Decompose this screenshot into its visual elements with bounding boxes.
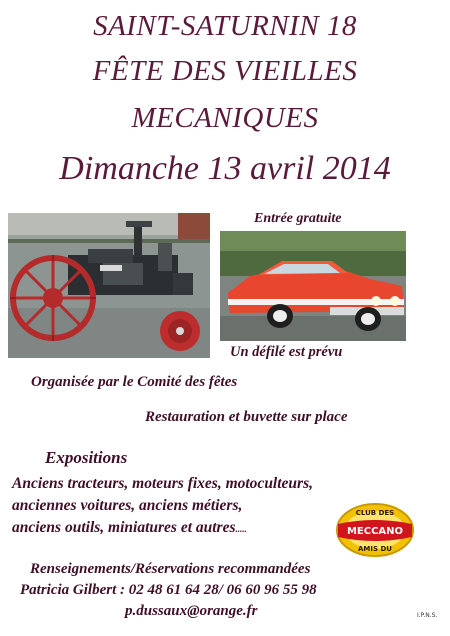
logo-top-text: CLUB DES bbox=[355, 509, 395, 517]
expositions-line-3-text: anciens outils, miniatures et autres bbox=[12, 519, 236, 536]
parade-label: Un défilé est prévu bbox=[230, 344, 343, 360]
title-town: SAINT-SATURNIN 18 bbox=[93, 10, 357, 42]
title-date: Dimanche 13 avril 2014 bbox=[59, 150, 391, 187]
title-event-line1: FÊTE DES VIEILLES bbox=[92, 55, 358, 87]
tractor-illustration bbox=[8, 213, 210, 358]
contact-email: p.dussaux@orange.fr bbox=[125, 603, 258, 619]
expositions-line-1: Anciens tracteurs, moteurs fixes, motoculteurs, bbox=[12, 475, 313, 492]
ipns-mark: I.P.N.S. bbox=[417, 612, 438, 619]
expositions-line-3 bbox=[12, 519, 247, 537]
reservations-label: Renseignements/Réservations recommandées bbox=[30, 561, 311, 577]
free-entry-label: Entrée gratuite bbox=[254, 211, 342, 226]
tractor-photo bbox=[8, 213, 210, 358]
expositions-heading: Expositions bbox=[45, 448, 128, 467]
contact-phone: Patricia Gilbert : 02 48 61 64 28/ 06 60 96 55 98 bbox=[20, 582, 317, 598]
car-illustration bbox=[220, 231, 406, 341]
title-event-line2: MECANIQUES bbox=[131, 102, 319, 134]
meccano-club-logo bbox=[333, 502, 417, 558]
organizer-label: Organisée par le Comité des fêtes bbox=[31, 374, 238, 390]
expositions-line-3-ellipsis: ..... bbox=[235, 524, 247, 534]
logo-bottom-text: AMIS DU bbox=[358, 545, 392, 553]
logo-center-text: MECCANO bbox=[346, 526, 404, 537]
catering-label: Restauration et buvette sur place bbox=[145, 409, 348, 425]
car-photo bbox=[220, 231, 406, 341]
expositions-line-2: anciennes voitures, anciens métiers, bbox=[12, 497, 243, 514]
